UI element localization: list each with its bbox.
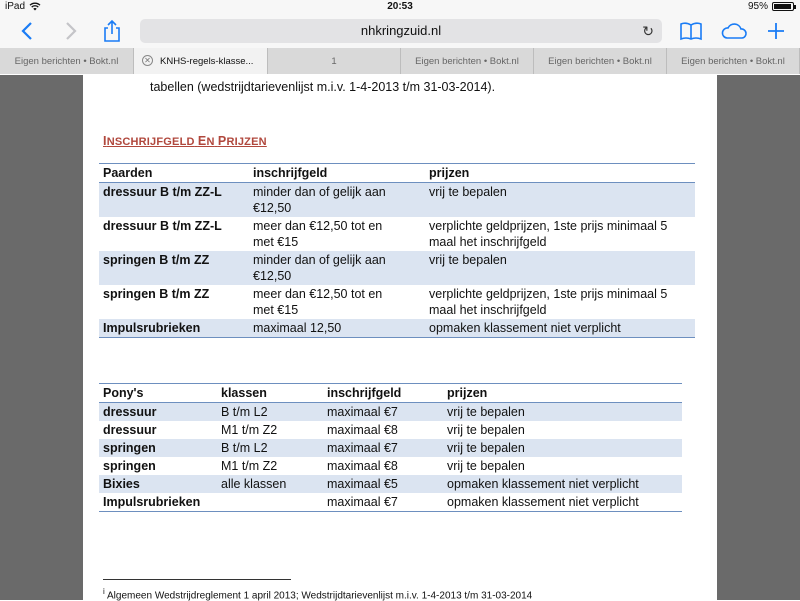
ponys-cell: maximaal €7	[323, 493, 443, 512]
paarden-cell: meer dan €12,50 tot en met €15	[253, 287, 383, 317]
tab-bokt-1[interactable]	[0, 48, 134, 74]
paarden-cell: minder dan of gelijk aan €12,50	[249, 183, 425, 218]
tab-knhs-regels[interactable]	[134, 48, 268, 74]
ponys-cell: dressuur	[103, 423, 157, 437]
paarden-row	[99, 217, 695, 251]
tab-bokt-4[interactable]	[667, 48, 800, 74]
paarden-cell: maximaal 12,50	[249, 319, 425, 338]
chevron-right-icon	[64, 21, 78, 41]
ponys-cell: M1 t/m Z2	[221, 459, 278, 473]
paarden-cell: Impulsrubrieken	[99, 319, 249, 338]
footnote-separator	[103, 579, 291, 580]
pdf-viewer[interactable]	[0, 75, 800, 600]
tab-bar	[0, 48, 800, 74]
ponys-header-cell: Pony's	[99, 384, 217, 403]
battery-percent: 95%	[747, 1, 768, 12]
ponys-cell: maximaal €8	[327, 423, 398, 437]
ponys-cell: vrij te bepalen	[447, 459, 525, 473]
paarden-cell: verplichte geldprijzen, 1ste prijs minimaal 5 maal het inschrijfgeld	[429, 219, 668, 249]
ponys-header-cell: prijzen	[443, 384, 682, 403]
pdf-page	[83, 75, 717, 600]
paarden-cell: dressuur B t/m ZZ-L	[99, 183, 249, 218]
paarden-cell: opmaken klassement niet verplicht	[425, 319, 695, 338]
battery-icon	[772, 2, 794, 11]
paarden-cell: springen B t/m ZZ	[103, 287, 210, 301]
ponys-cell: M1 t/m Z2	[221, 423, 278, 437]
address-bar[interactable]	[140, 19, 662, 43]
ponys-row	[99, 403, 682, 422]
tab-label: Eigen berichten • Bokt.nl	[548, 55, 652, 67]
close-icon[interactable]: ✕	[142, 55, 153, 66]
paarden-cell: meer dan €12,50 tot en met €15	[253, 219, 383, 249]
back-button[interactable]	[14, 18, 40, 44]
ponys-cell: opmaken klassement niet verplicht	[443, 475, 682, 493]
ponys-row	[99, 457, 682, 475]
ponys-cell: maximaal €7	[323, 439, 443, 457]
clock: 20:53	[387, 1, 413, 12]
footnote-marker: i	[103, 587, 105, 596]
paarden-header-cell: inschrijfgeld	[249, 164, 425, 183]
bookmarks-button[interactable]	[677, 18, 705, 44]
tab-bokt-2[interactable]	[401, 48, 534, 74]
new-tab-button[interactable]	[763, 18, 789, 44]
tab-label: Eigen berichten • Bokt.nl	[14, 55, 119, 67]
paarden-row	[99, 183, 695, 218]
tab-1[interactable]	[268, 48, 401, 74]
ponys-cell: springen	[99, 439, 217, 457]
paarden-cell: dressuur B t/m ZZ-L	[103, 219, 222, 233]
tab-label: KNHS-regels-klasse...	[160, 55, 254, 67]
ponys-cell: vrij te bepalen	[447, 423, 525, 437]
paarden-cell: springen B t/m ZZ	[99, 251, 249, 285]
ponys-cell: maximaal €8	[327, 459, 398, 473]
ponys-cell: dressuur	[99, 403, 217, 422]
browser-toolbar	[0, 14, 800, 48]
paarden-header-cell: prijzen	[425, 164, 695, 183]
share-button[interactable]	[98, 18, 126, 44]
ponys-table	[99, 383, 682, 512]
plus-icon	[766, 21, 786, 41]
ponys-cell: Impulsrubrieken	[99, 493, 217, 512]
footnote	[103, 587, 532, 601]
section-heading-text: INSCHRIJFGELD EN PRIJZEN	[103, 134, 267, 148]
tab-label: 1	[331, 55, 337, 67]
ponys-cell: Bixies	[99, 475, 217, 493]
ponys-cell	[217, 493, 323, 512]
paarden-cell: verplichte geldprijzen, 1ste prijs minimaal 5 maal het inschrijfgeld	[429, 287, 668, 317]
device-label: iPad	[5, 1, 26, 12]
ponys-header-cell: klassen	[217, 384, 323, 403]
ponys-cell: springen	[103, 459, 156, 473]
ponys-cell: alle klassen	[217, 475, 323, 493]
footnote-text: Algemeen Wedstrijdreglement 1 april 2013; Wedstrijdtarievenlijst m.i.v. 1-4-2013 t/m 31-03-2014	[107, 590, 533, 601]
ponys-cell: vrij te bepalen	[443, 439, 682, 457]
ponys-row	[99, 493, 682, 512]
share-icon	[102, 19, 122, 43]
ponys-cell: opmaken klassement niet verplicht	[443, 493, 682, 512]
status-bar	[0, 0, 800, 14]
chevron-left-icon	[20, 21, 34, 41]
url-text: nhkringzuid.nl	[360, 23, 442, 38]
ponys-cell: maximaal €5	[323, 475, 443, 493]
paarden-cell: vrij te bepalen	[425, 183, 695, 218]
previous-paragraph-line: tabellen (wedstrijdtarievenlijst m.i.v. 1-4-2013 t/m 31-03-2014).	[150, 80, 496, 94]
paarden-row	[99, 285, 695, 319]
cloud-icon	[720, 21, 748, 41]
ponys-header-cell: inschrijfgeld	[323, 384, 443, 403]
ponys-cell: B t/m L2	[217, 403, 323, 422]
forward-button[interactable]	[58, 18, 84, 44]
icloud-tabs-button[interactable]	[718, 18, 750, 44]
paarden-row	[99, 251, 695, 285]
ponys-row	[99, 439, 682, 457]
book-icon	[679, 21, 703, 41]
paarden-row	[99, 319, 695, 338]
paarden-cell: vrij te bepalen	[425, 251, 695, 285]
tab-label: Eigen berichten • Bokt.nl	[681, 55, 785, 67]
paarden-header-cell: Paarden	[99, 164, 249, 183]
tab-bokt-3[interactable]	[534, 48, 667, 74]
ponys-cell: maximaal €7	[323, 403, 443, 422]
section-heading	[103, 134, 267, 148]
ponys-cell: vrij te bepalen	[443, 403, 682, 422]
reload-icon[interactable]: ↻	[642, 23, 654, 39]
ponys-row	[99, 475, 682, 493]
ponys-row	[99, 421, 682, 439]
paarden-cell: minder dan of gelijk aan €12,50	[249, 251, 425, 285]
tab-label: Eigen berichten • Bokt.nl	[415, 55, 519, 67]
ponys-cell: B t/m L2	[217, 439, 323, 457]
paarden-table	[99, 163, 695, 338]
